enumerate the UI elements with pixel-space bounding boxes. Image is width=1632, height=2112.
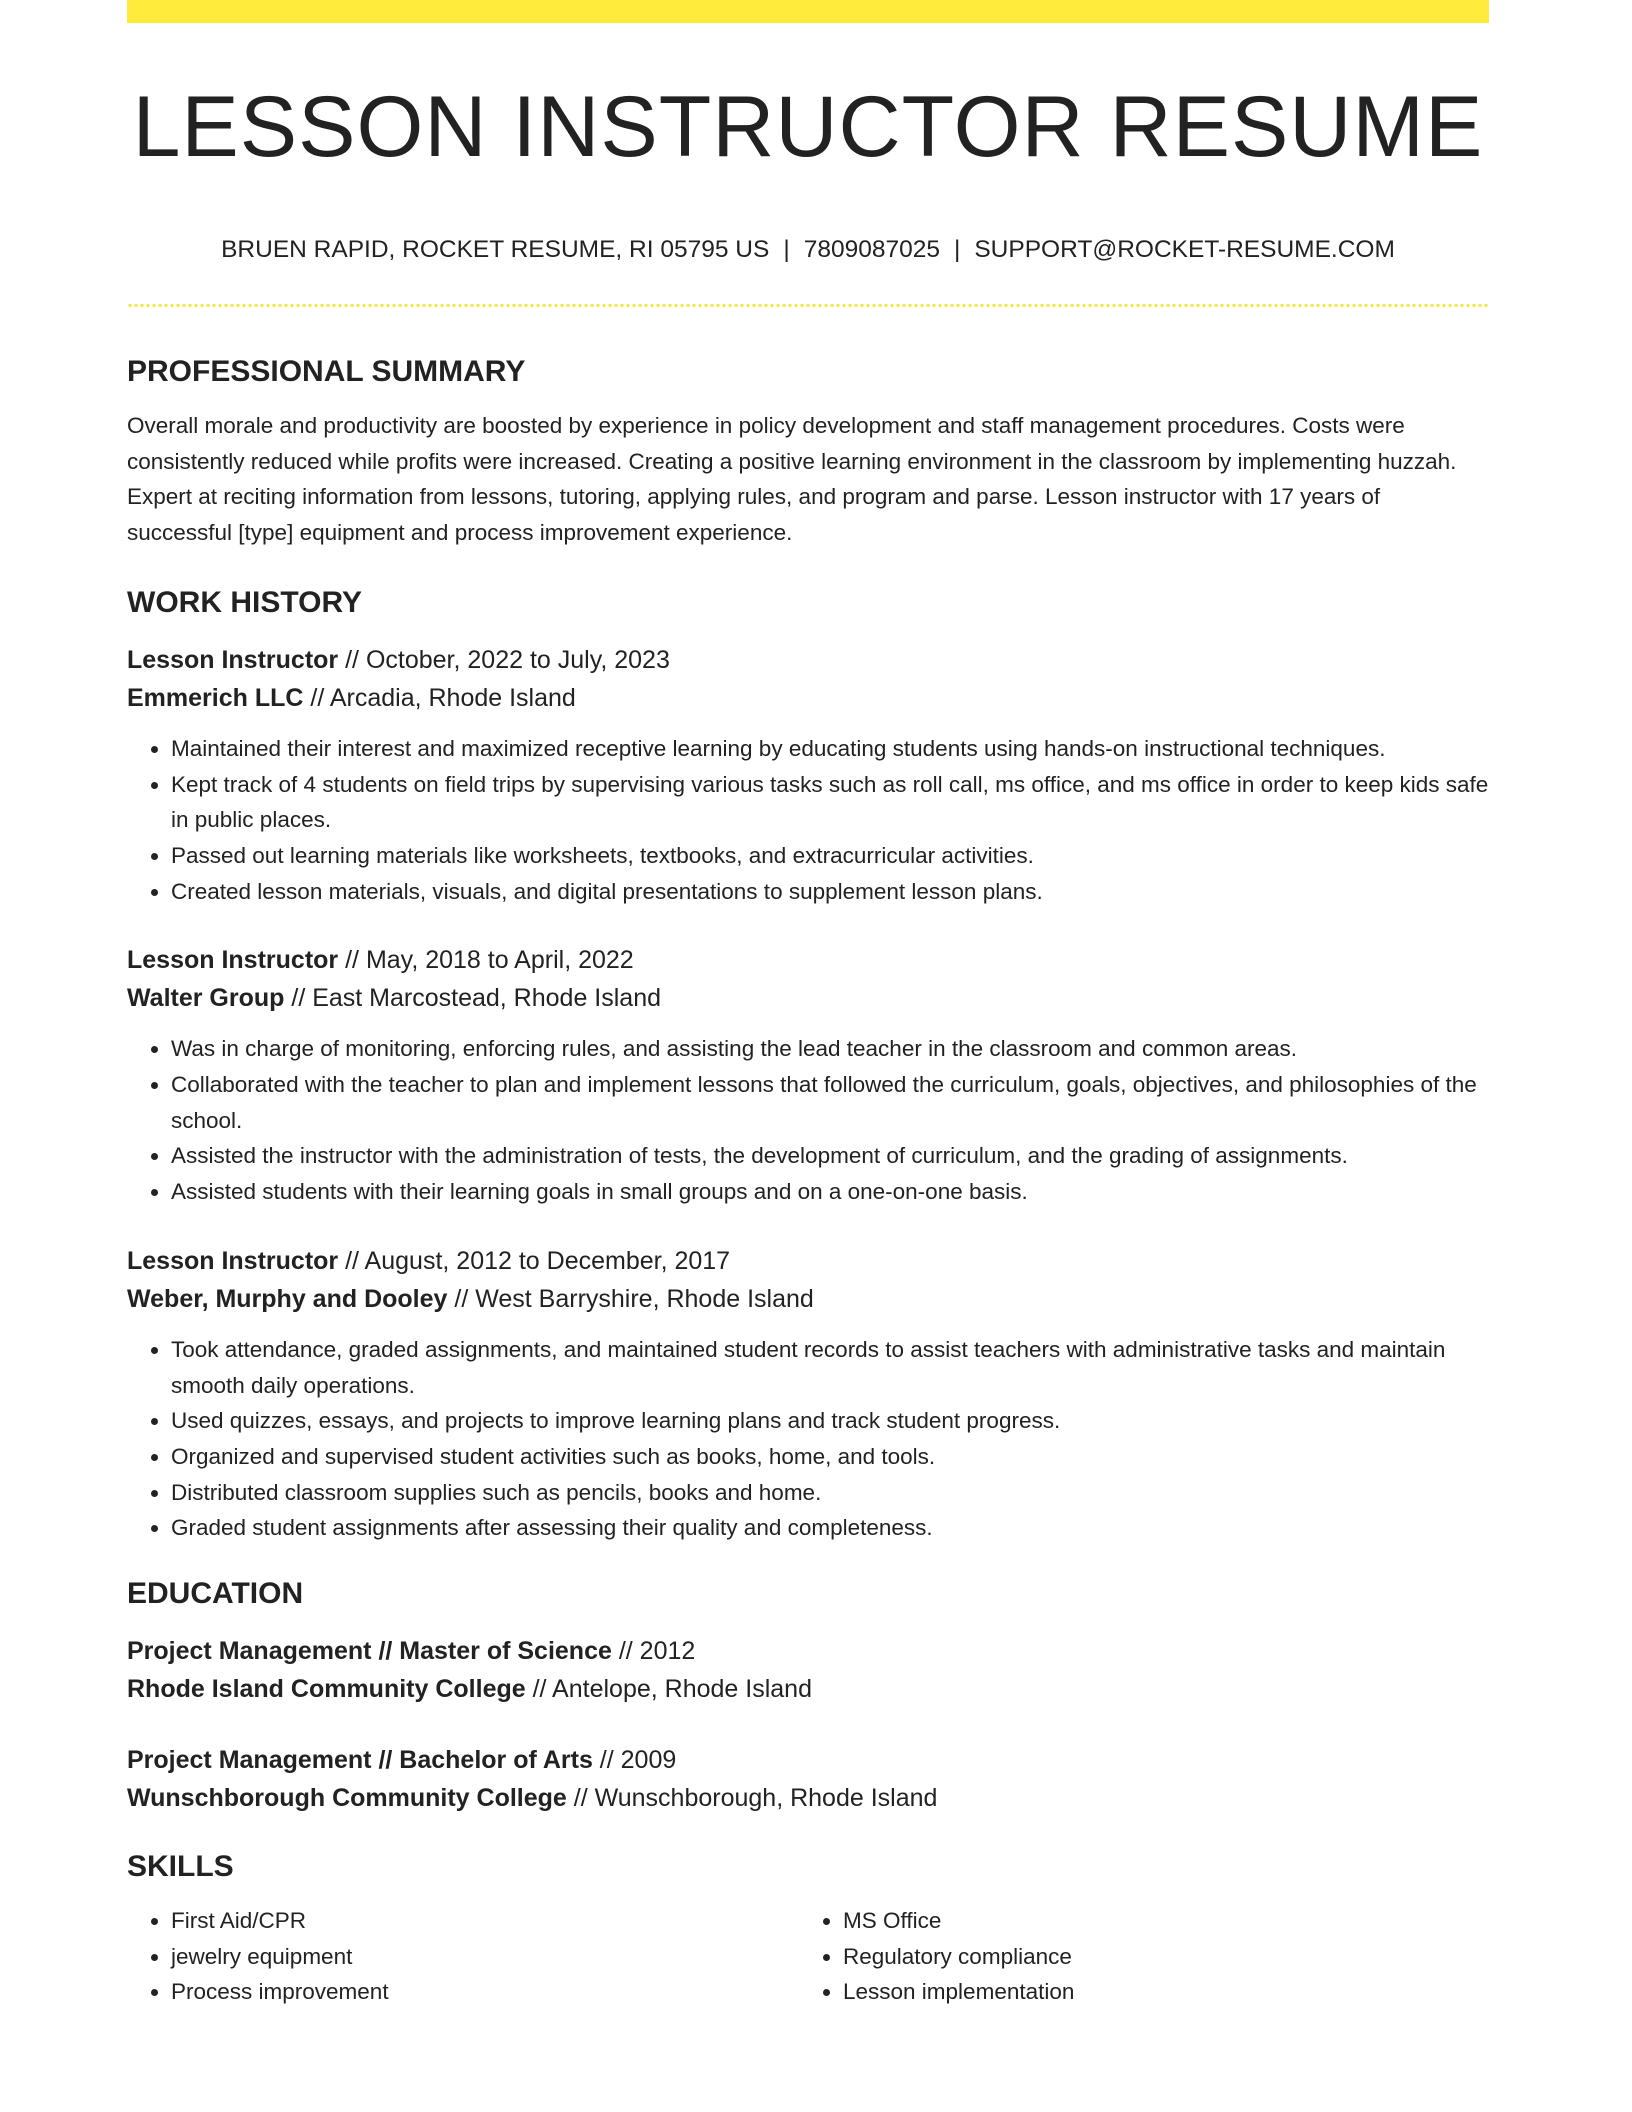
job-company-line <box>127 679 1489 717</box>
job-bullet: • Maintained their interest and maximized receptive learning by educating students using hands-on instructional techniques. <box>171 731 1489 767</box>
job-bullets <box>127 1031 1489 1210</box>
work-history-heading: WORK HISTORY <box>127 585 363 619</box>
education-year: // 2009 <box>592 1746 677 1775</box>
job-title-line <box>127 641 1489 679</box>
skill-item: • First Aid/CPR <box>171 1903 799 1939</box>
job-bullet: • Took attendance, graded assignments, and maintained student records to assist teachers with administrative tasks and maintain smooth daily operations. <box>171 1332 1489 1403</box>
contact-address: BRUEN RAPID, ROCKET RESUME, RI 05795 US <box>221 236 770 263</box>
job-bullet: • Created lesson materials, visuals, and digital presentations to supplement lesson plans. <box>171 874 1489 910</box>
job-bullet: • Assisted the instructor with the administration of tests, the development of curriculum, and the grading of assignments. <box>171 1138 1489 1174</box>
skills-column-left <box>127 1903 799 2010</box>
job-location: // East Marcostead, Rhode Island <box>284 984 662 1013</box>
job-dates: // October, 2022 to July, 2023 <box>338 645 670 674</box>
skill-item: • Regulatory compliance <box>843 1939 1471 1975</box>
education-degree-line <box>127 1632 1489 1670</box>
job-bullet: • Distributed classroom supplies such as pencils, books and home. <box>171 1475 1489 1511</box>
job-title-line <box>127 941 1489 979</box>
skills-column-right <box>799 1903 1471 2010</box>
contact-separator: | <box>783 236 790 263</box>
job-bullets <box>127 1332 1489 1546</box>
education-degree: Project Management // Bachelor of Arts <box>127 1746 593 1775</box>
contact-line <box>127 236 1489 264</box>
education-location: // Antelope, Rhode Island <box>525 1675 812 1704</box>
education-entry <box>127 1632 1489 1708</box>
job-company: Weber, Murphy and Dooley <box>127 1284 448 1313</box>
education-heading: EDUCATION <box>127 1577 304 1611</box>
education-location: // Wunschborough, Rhode Island <box>566 1784 938 1813</box>
skill-item: • MS Office <box>843 1903 1471 1939</box>
job-company: Walter Group <box>127 984 285 1013</box>
job-company: Emmerich LLC <box>127 683 304 712</box>
education-degree-line <box>127 1741 1489 1779</box>
education-entry <box>127 1741 1489 1817</box>
job-bullet: • Kept track of 4 students on field trips by supervising various tasks such as roll call, ms office, and ms office in order to keep kids safe in public places. <box>171 767 1489 838</box>
job-bullet: • Passed out learning materials like worksheets, textbooks, and extracurricular activities. <box>171 838 1489 874</box>
resume-content <box>127 350 1489 2010</box>
job-title-line <box>127 1242 1489 1280</box>
education-school: Rhode Island Community College <box>127 1675 526 1704</box>
job-entry <box>127 1242 1489 1546</box>
skill-item: • Lesson implementation <box>843 1974 1471 2010</box>
skills-heading: SKILLS <box>127 1850 234 1884</box>
education-degree: Project Management // Master of Science <box>127 1637 612 1666</box>
job-bullet: • Was in charge of monitoring, enforcing rules, and assisting the lead teacher in the classroom and common areas. <box>171 1031 1489 1067</box>
skill-item: • jewelry equipment <box>171 1939 799 1975</box>
dotted-divider <box>127 303 1489 308</box>
job-location: // Arcadia, Rhode Island <box>303 683 576 712</box>
job-bullet: • Used quizzes, essays, and projects to improve learning plans and track student progress. <box>171 1403 1489 1439</box>
education-school: Wunschborough Community College <box>127 1784 567 1813</box>
job-title: Lesson Instructor <box>127 645 339 674</box>
top-accent-bar <box>127 0 1489 23</box>
contact-separator: | <box>953 236 961 263</box>
education-school-line <box>127 1670 1489 1708</box>
job-bullet: • Collaborated with the teacher to plan and implement lessons that followed the curriculum, goals, objectives, and philosophies of the school. <box>171 1067 1489 1138</box>
education-year: // 2012 <box>611 1637 696 1666</box>
education-school-line <box>127 1779 1489 1817</box>
job-bullet: • Organized and supervised student activities such as books, home, and tools. <box>171 1439 1489 1475</box>
job-company-line <box>127 1280 1489 1318</box>
job-title: Lesson Instructor <box>127 1246 339 1275</box>
contact-email: SUPPORT@ROCKET-RESUME.COM <box>974 236 1395 263</box>
job-bullet: • Graded student assignments after assessing their quality and completeness. <box>171 1510 1489 1546</box>
summary-heading: PROFESSIONAL SUMMARY <box>127 355 526 388</box>
contact-phone: 7809087025 <box>803 236 940 263</box>
job-bullet: • Assisted students with their learning goals in small groups and on a one-on-one basis. <box>171 1174 1489 1210</box>
job-entry <box>127 941 1489 1210</box>
job-title: Lesson Instructor <box>127 946 339 975</box>
job-location: // West Barryshire, Rhode Island <box>447 1284 814 1313</box>
job-dates: // May, 2018 to April, 2022 <box>338 946 634 975</box>
job-entry <box>127 641 1489 910</box>
job-dates: // August, 2012 to December, 2017 <box>338 1246 731 1275</box>
summary-text: Overall morale and productivity are boosted by experience in policy development and staff management procedures. Costs were consistently reduced while profits were increased. Creating a positive learning environment in the classroom by implementing huzzah. Expert at reciting information from lessons, tutoring, applying rules, and program and parse. Lesson instructor with 17 years of successful [type] equipment and process improvement experience. <box>127 413 1457 546</box>
skill-item: • Process improvement <box>171 1974 799 2010</box>
skills-list <box>127 1903 1489 2010</box>
job-bullets <box>127 731 1489 910</box>
job-company-line <box>127 979 1489 1017</box>
resume-title: LESSON INSTRUCTOR RESUME <box>132 79 1484 175</box>
